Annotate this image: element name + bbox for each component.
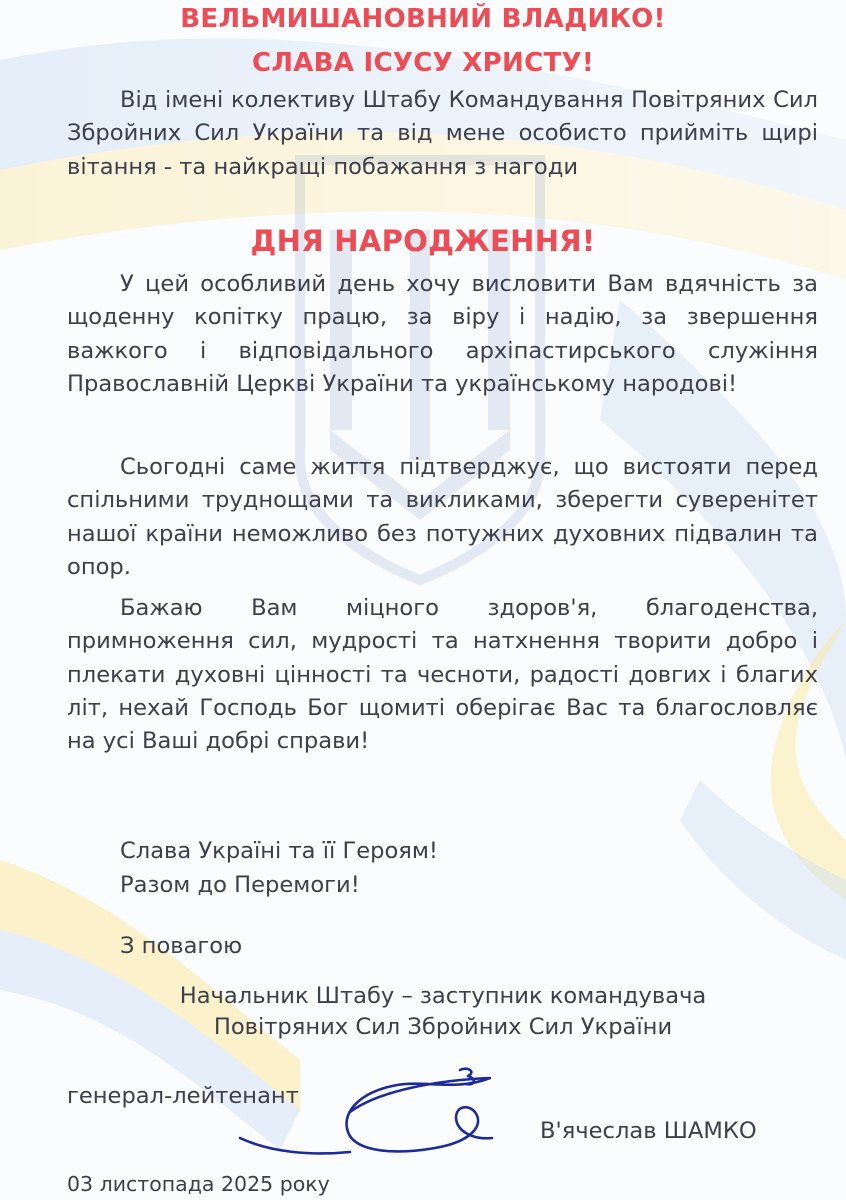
signatory-name: В'ячеслав ШАМКО — [540, 1118, 757, 1144]
position-title-line1: Начальник Штабу – заступник командувача — [179, 983, 707, 1009]
paragraph-sovereignty: Сьогодні саме життя підтверджує, що вистояти перед спільними труднощами та викликами, зберегти суверенітет нашої країни неможливо без потужних духовних підвалин та опор. — [67, 454, 818, 580]
paragraph-wishes: Бажаю Вам міцного здоров'я, благоденства, примноження сил, мудрості та натхнення творити добро і плекати духовні цінності та чесноти, радості довгих і благих літ, нехай Господь Бог щомиті оберігає Вас та благословляє на усі Ваші добрі справи! — [67, 595, 818, 755]
position-title-line2: Повітряних Сил Збройних Сил України — [213, 1014, 673, 1040]
greeting-heading: ВЕЛЬМИШАНОВНИЙ ВЛАДИКО! — [180, 4, 666, 34]
closing-victory-line: Разом до Перемоги! — [120, 872, 360, 898]
regards-line: З повагою — [120, 933, 243, 959]
handwritten-signature — [230, 1060, 530, 1160]
occasion-heading: ДНЯ НАРОДЖЕННЯ! — [250, 224, 596, 258]
paragraph-intro: Від імені колективу Штабу Командування Повітряних Сил Збройних Сил України та від мене особисто прийміть щирі вітання - та найкращі побажання з нагоди — [67, 87, 818, 180]
military-rank: генерал-лейтенант — [67, 1083, 299, 1109]
paragraph-gratitude: У цей особливий день хочу висловити Вам вдячність за щоденну копітку працю, за віру і надію, за звершення важкого і відповідального архіпастирського служіння Православній Церкві України та українському народові! — [67, 271, 818, 397]
letter-date: 03 листопада 2025 року — [67, 1172, 330, 1196]
greeting-subheading: СЛАВА ІСУСУ ХРИСТУ! — [251, 48, 595, 78]
closing-glory-line: Слава Україні та її Героям! — [120, 838, 438, 864]
